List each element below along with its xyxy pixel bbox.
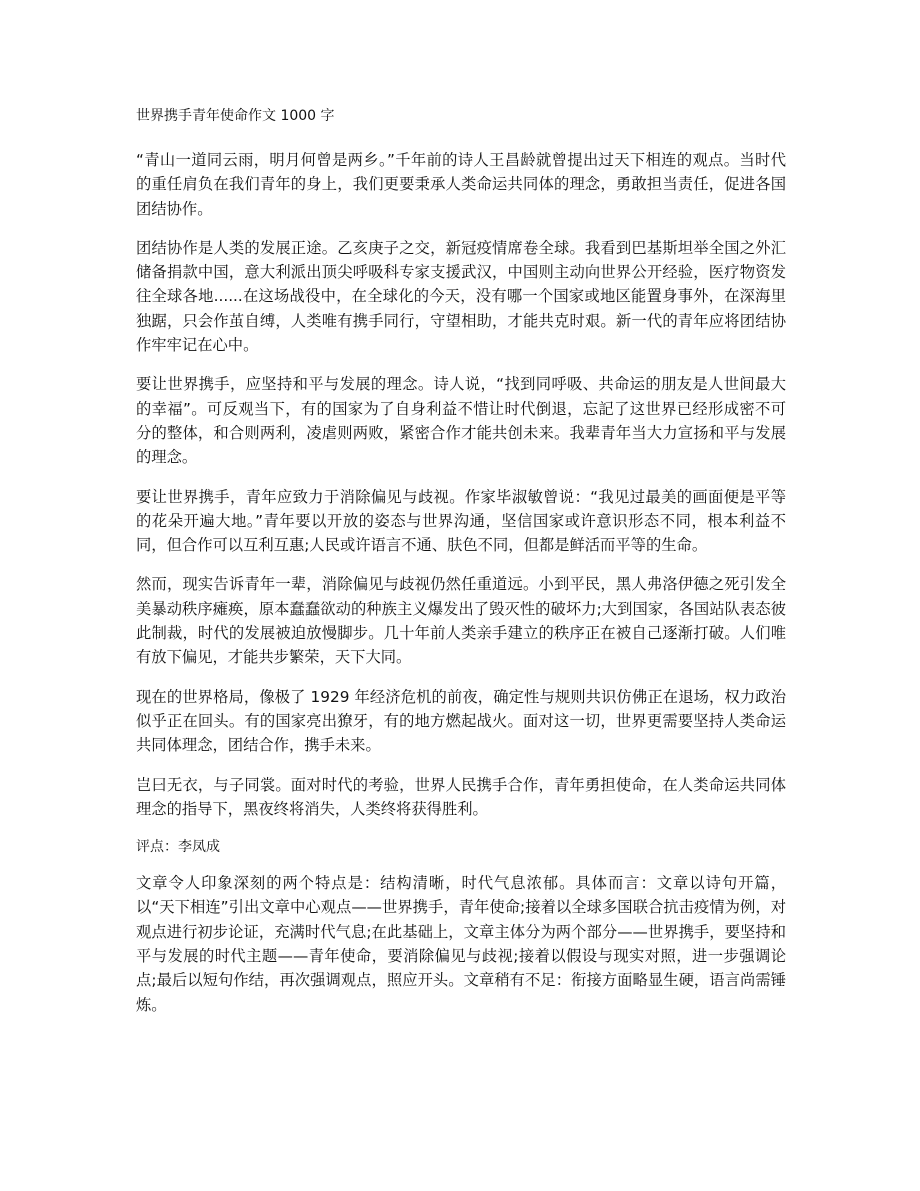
- reviewer-line: 评点：李凤成: [136, 839, 220, 856]
- paragraph-peace-development: 要让世界携手，应坚持和平与发展的理念。诗人说，“找到同呼吸、共命运的朋友是人世间最大的幸福”。可反观当下，有的国家为了自身利益不惜让时代倒退，忘記了这世界已经形成密不可分的整体，和合则两利，凌虐则两败，紧密合作才能共创未来。我辈青年当大力宣扬和平与发展的理念。: [136, 375, 786, 467]
- paragraph-cooperation: 团结协作是人类的发展正途。乙亥庚子之交，新冠疫情席卷全球。我看到巴基斯坦举全国之外汇储备捐款中国，意大利派出顶尖呼吸科专家支援武汉，中国则主动向世界公开经验，医疗物资发往全球各地......在这场战役中，在全球化的今天，没有哪一个国家或地区能置身事外，在深海里独踞，只会作茧自缚，人类唯有携手同行，守望相助，才能共克时艰。新一代的青年应将团结协作牢牢记在心中。: [136, 238, 786, 355]
- paragraph-prejudice: 要让世界携手，青年应致力于消除偏见与歧视。作家毕淑敏曾说：“我见过最美的画面便是平等的花朵开遍大地。”青年要以开放的姿态与世界沟通，坚信国家或许意识形态不同，根本利益不同，但合作可以互利互惠;人民或许语言不通、肤色不同，但都是鲜活而平等的生命。: [136, 487, 786, 555]
- essay-title: 世界携手青年使命作文 1000 字: [136, 108, 335, 124]
- commentary-paragraph: 文章令人印象深刻的两个特点是：结构清晰，时代气息浓郁。具体而言：文章以诗句开篇，以“天下相连”引出文章中心观点——世界携手，青年使命;接着以全球多国联合抗击疫情为例，对观点进行初步论证，充满时代气息;在此基础上，文章主体分为两个部分——世界携手，要坚持和平与发展的时代主题——青年使命，要消除偏见与歧视;接着以假设与现实对照，进一步强调论点;最后以短句作结，再次强调观点，照应开头。文章稍有不足：衔接方面略显生硬，语言尚需锤炼。: [136, 874, 786, 1014]
- paragraph-reality: 然而，现实告诉青年一辈，消除偏见与歧视仍然任重道远。小到平民，黑人弗洛伊德之死引发全美暴动秩序瘫痪，原本蠢蠢欲动的种族主义爆发出了毁灭性的破坏力;大到国家，各国站队表态彼此制裁，时代的发展被迫放慢脚步。几十年前人类亲手建立的秩序正在被自己逐渐打破。人们唯有放下偏见，才能共步繁荣，天下大同。: [136, 575, 786, 667]
- paragraph-world-situation: 现在的世界格局，像极了 1929 年经济危机的前夜，确定性与规则共识仿佛正在退场，权力政治似乎正在回头。有的国家亮出獠牙，有的地方燃起战火。面对这一切，世界更需要坚持人类命运共同体理念，团结合作，携手未来。: [136, 687, 786, 755]
- essay-page: [136, 100, 786, 1032]
- paragraph-intro: “青山一道同云雨，明月何曾是两乡。”千年前的诗人王昌龄就曾提出过天下相连的观点。当时代的重任肩负在我们青年的身上，我们更要秉承人类命运共同体的理念，勇敢担当责任，促进各国团结协作。: [136, 151, 786, 218]
- paragraph-conclusion: 岂曰无衣，与子同裳。面对时代的考验，世界人民携手合作，青年勇担使命，在人类命运共同体理念的指导下，黑夜终将消失，人类终将获得胜利。: [136, 775, 786, 818]
